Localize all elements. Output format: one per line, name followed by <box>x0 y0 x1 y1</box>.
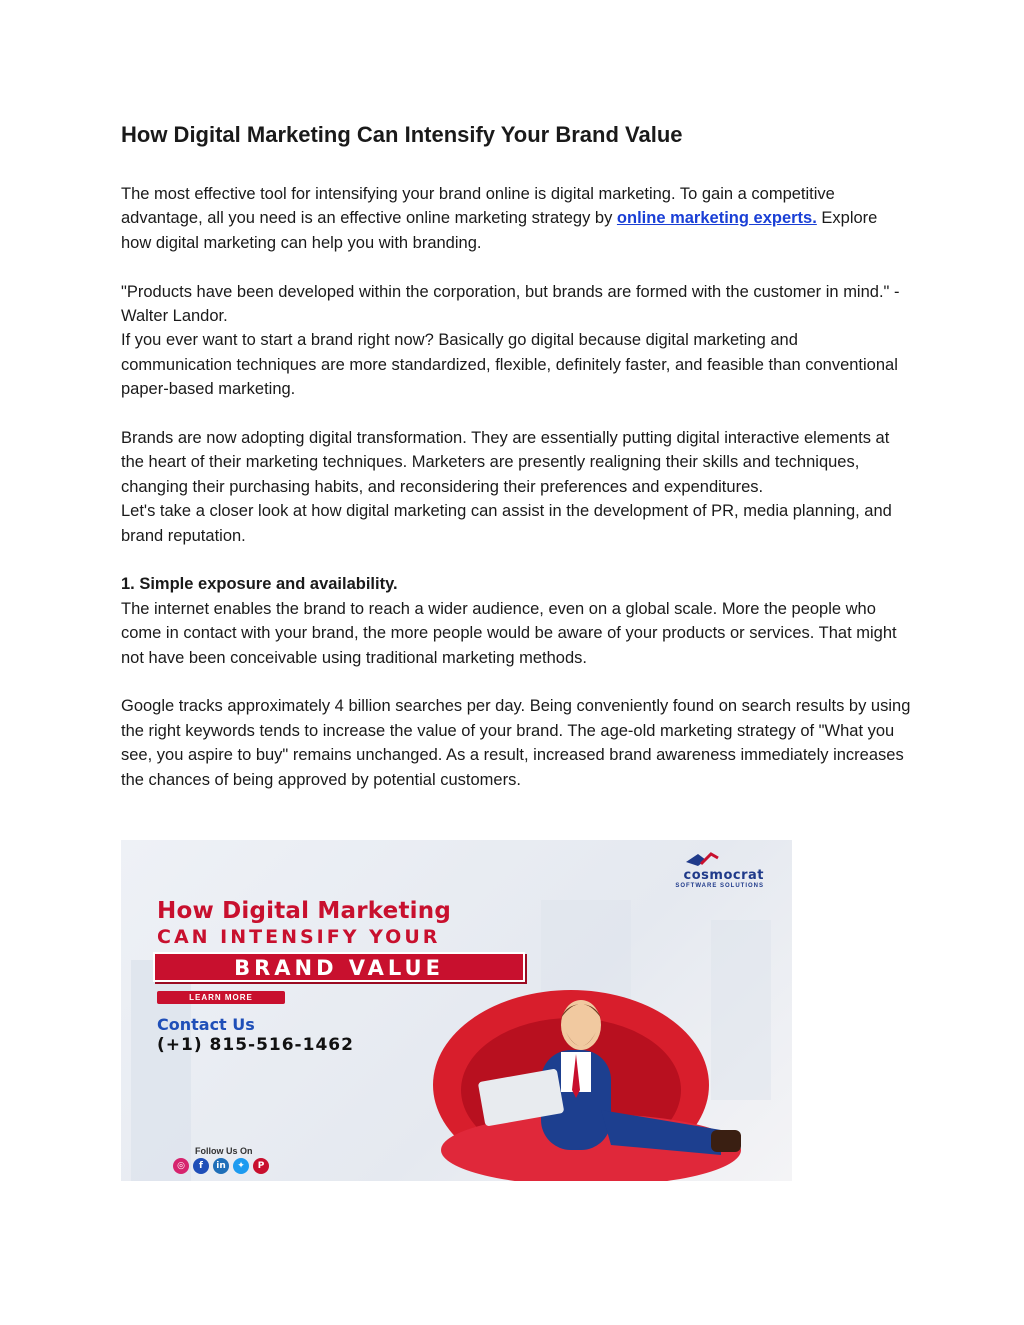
follow-us-label: Follow Us On <box>195 1146 253 1156</box>
learn-more-button[interactable]: LEARN MORE <box>157 991 285 1004</box>
twitter-icon[interactable]: ✦ <box>233 1158 249 1174</box>
transformation-paragraph: Brands are now adopting digital transformation. They are essentially putting digital interactive elements at the heart of their marketing techniques. Marketers are presently realigning their skills and techniques, changing their purchasing habits, and reconsidering their preferences and expenditures. <box>121 429 890 496</box>
intro-paragraph <box>121 182 911 255</box>
article-body <box>121 182 911 792</box>
quote-paragraph: "Products have been developed within the corporation, but brands are formed with the customer in mind." - Walter Landor. <box>121 282 900 326</box>
pinterest-icon[interactable]: P <box>253 1158 269 1174</box>
phone-number: (+1) 815-516-1462 <box>157 1035 354 1055</box>
banner-title-line2: CAN INTENSIFY YOUR <box>157 926 441 948</box>
section-heading: 1. Simple exposure and availability. <box>121 575 398 594</box>
intro-text-after: Explore how digital marketing can help you with branding. <box>121 209 878 252</box>
closer-look-paragraph: Let's take a closer look at how digital marketing can assist in the development of PR, media planning, and brand reputation. <box>121 502 892 545</box>
instagram-icon[interactable]: ◎ <box>173 1158 189 1174</box>
banner-title-line3: BRAND VALUE <box>234 956 444 980</box>
social-icons-row <box>173 1158 269 1174</box>
promo-banner-image <box>121 840 792 1181</box>
linkedin-icon[interactable]: in <box>213 1158 229 1174</box>
google-searches-paragraph: Google tracks approximately 4 billion searches per day. Being conveniently found on search results by using the right keywords tends to increase the value of your brand. The age-old marketing strategy of "What you see, you aspire to buy" remains unchanged. As a result, increased brand awareness immediately increases the chances of being approved by potential customers. <box>121 697 911 789</box>
logo-subtext: SOFTWARE SOLUTIONS <box>675 883 764 889</box>
start-brand-paragraph: If you ever want to start a brand right now? Basically go digital because digital marketing and communication techniques are more standardized, flexible, definitely faster, and feasible than conventional paper-based marketing. <box>121 331 898 399</box>
banner-title-line1: How Digital Marketing <box>157 898 451 924</box>
contact-label: Contact Us <box>157 1015 255 1034</box>
logo-text: cosmocrat <box>683 868 764 883</box>
online-marketing-experts-link[interactable]: online marketing experts. <box>616 209 817 228</box>
page-title: How Digital Marketing Can Intensify Your Brand Value <box>121 122 683 147</box>
brand-value-box <box>153 952 525 982</box>
facebook-icon[interactable]: f <box>193 1158 209 1174</box>
businessman-chair-illustration <box>421 980 792 1181</box>
intro-text: The most effective tool for intensifying your brand online is digital marketing. To gain a competitive advantage, all you need is an effective online marketing strategy by <box>121 185 835 228</box>
exposure-paragraph: The internet enables the brand to reach a wider audience, even on a global scale. More the people who come in contact with your brand, the more people would be aware of your products or services. That might not have been conceivable using traditional marketing methods. <box>121 599 897 667</box>
